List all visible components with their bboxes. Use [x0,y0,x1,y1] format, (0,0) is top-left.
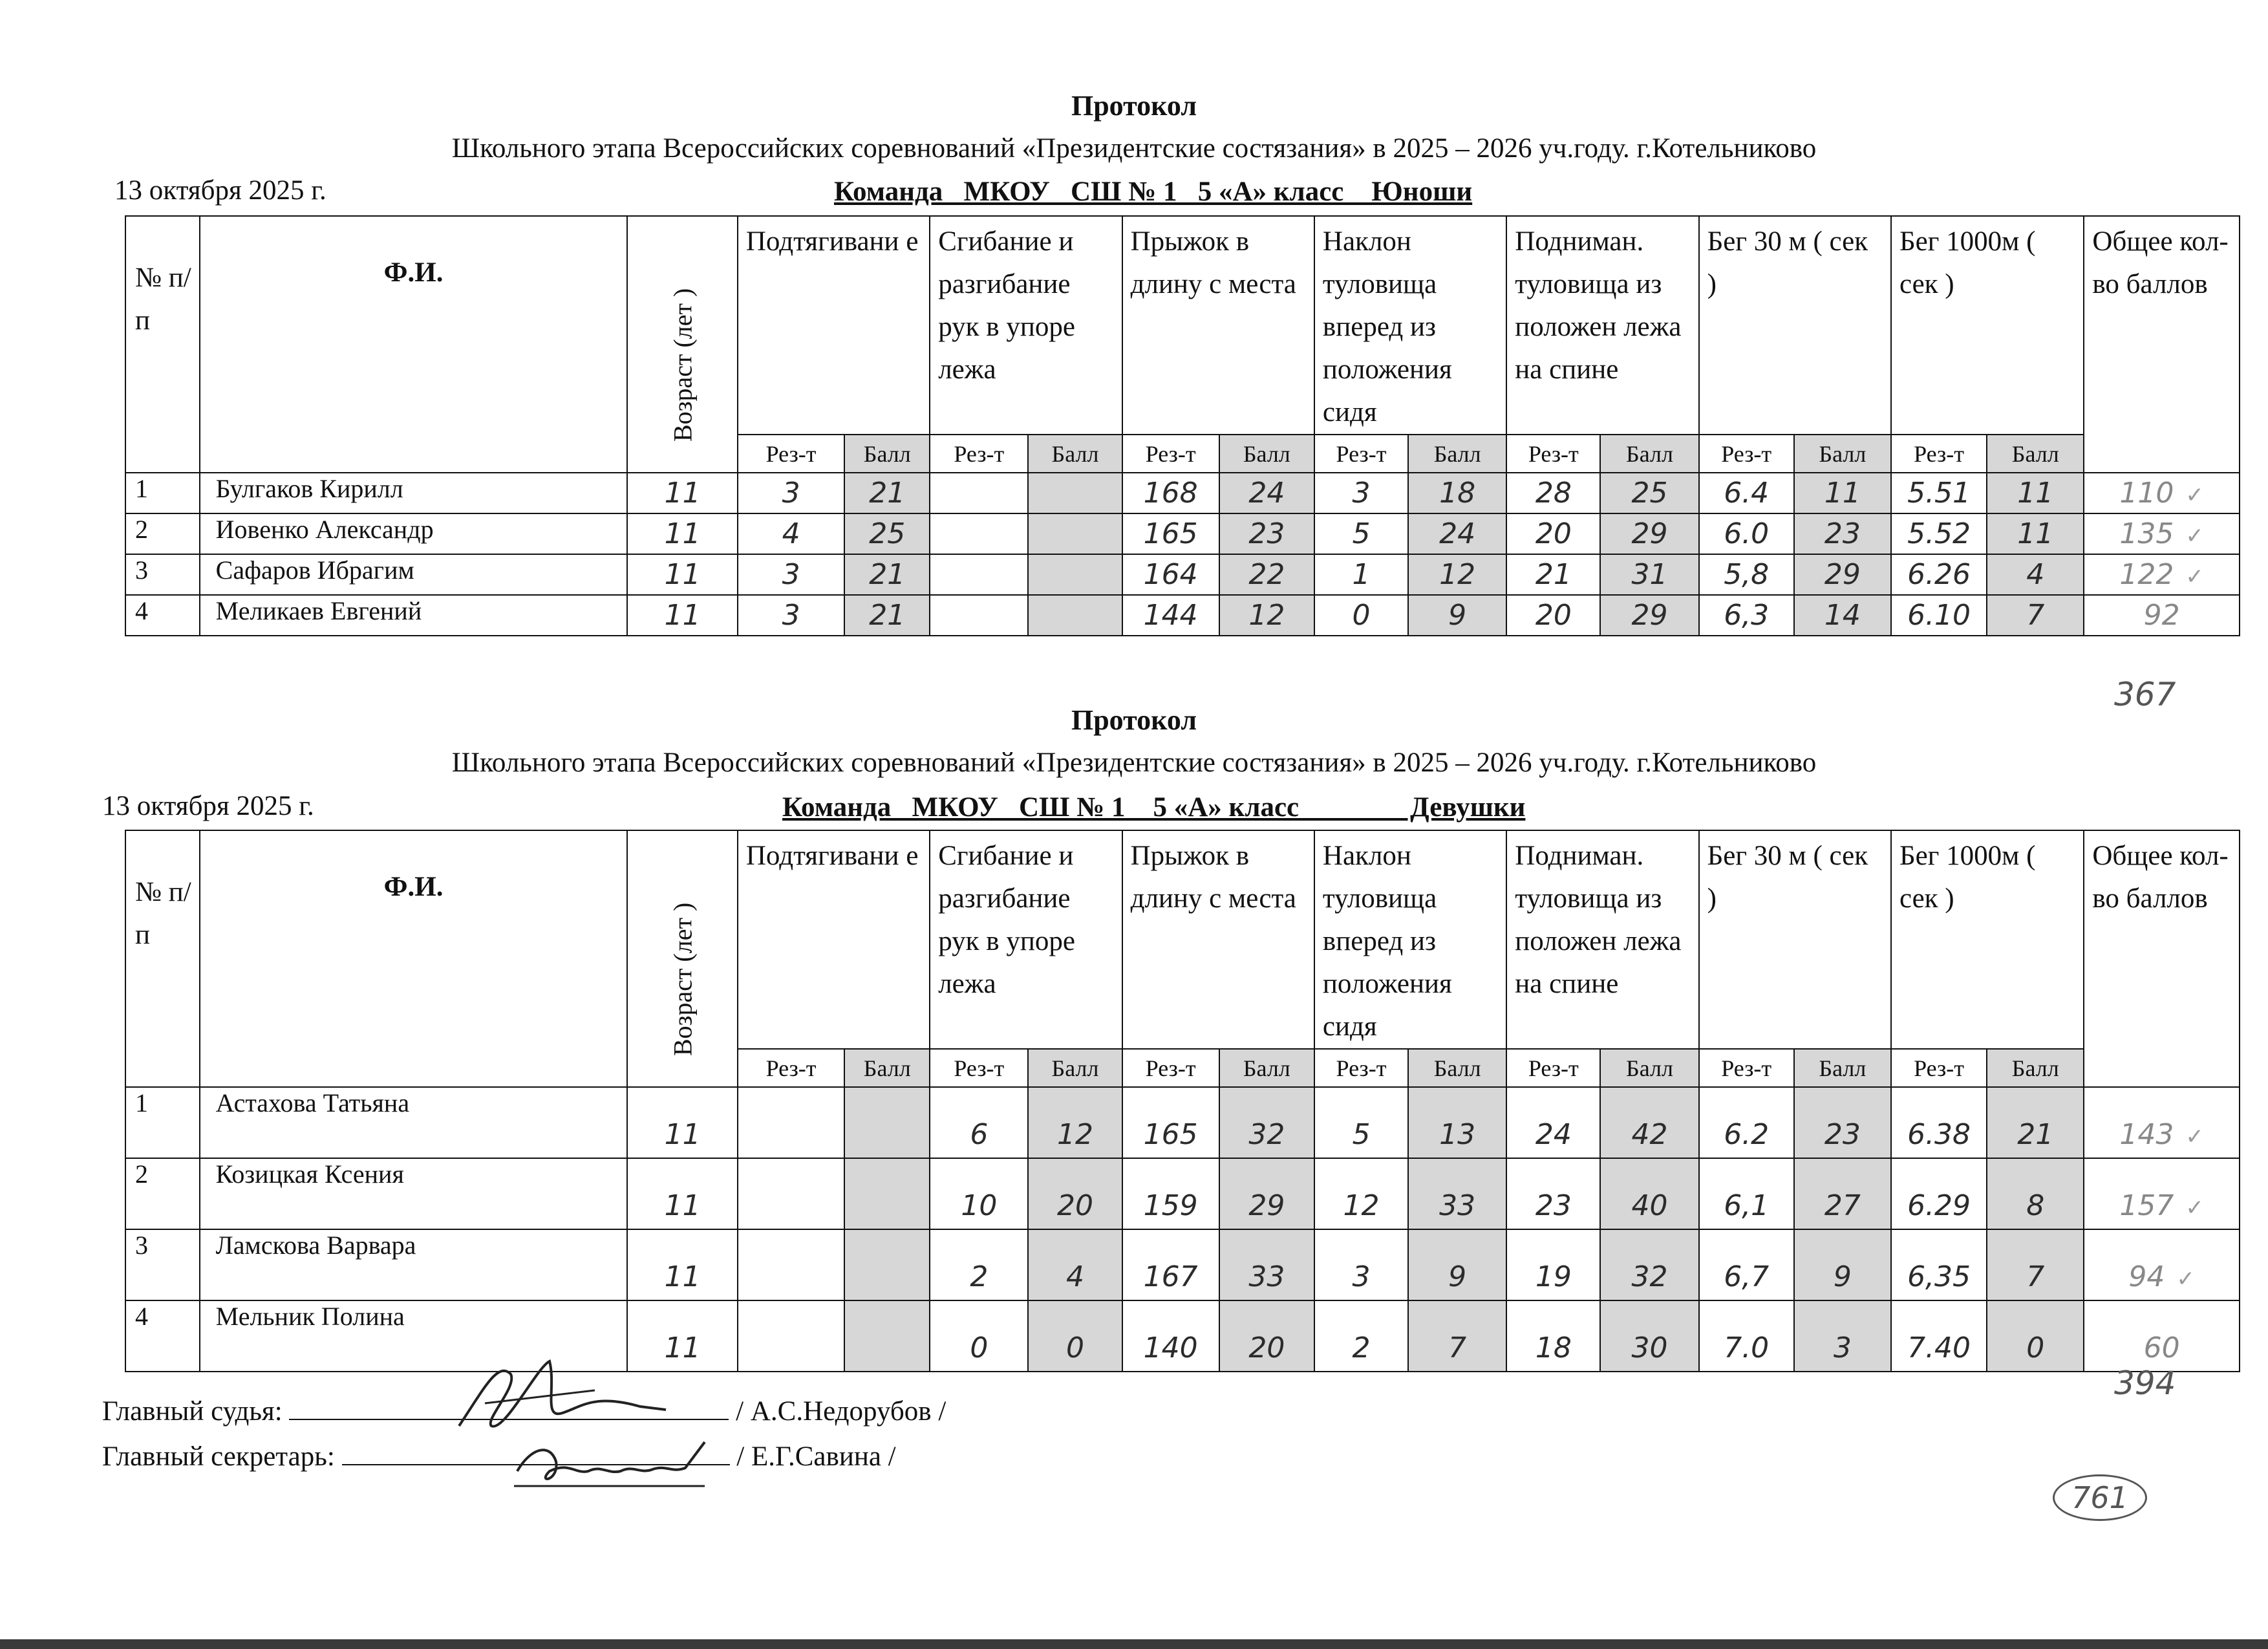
subheader-points: Балл [1987,435,2084,473]
protocol-date-boys: 13 октября 2025 г. [114,175,326,206]
header-number: № п/п [125,830,200,1087]
points-cell: 13 [1408,1087,1506,1158]
subheader-result: Рез-т [1122,435,1219,473]
header-run30: Бег 30 м ( сек ) [1699,830,1891,1049]
result-cell: 1 [1314,554,1408,595]
result-cell: 4 [738,513,844,554]
row-number: 1 [125,473,200,513]
points-cell: 12 [1219,595,1314,636]
result-cell: 24 [1506,1087,1600,1158]
result-cell: 6.0 [1699,513,1794,554]
participant-name: Козицкая Ксения [200,1158,628,1229]
result-cell: 6.2 [1699,1087,1794,1158]
points-cell [1028,554,1122,595]
points-cell: 8 [1987,1158,2084,1229]
points-cell: 7 [1987,1229,2084,1300]
chief-secretary-name: / Е.Г.Савина / [736,1441,896,1472]
participant-name: Иовенко Александр [200,513,628,554]
result-cell: 165 [1122,513,1219,554]
points-cell: 40 [1600,1158,1698,1229]
participant-age: 11 [627,1158,738,1229]
result-cell: 165 [1122,1087,1219,1158]
result-cell: 6,1 [1699,1158,1794,1229]
total-points-cell: 143 ✓ [2084,1087,2240,1158]
result-cell: 5 [1314,1087,1408,1158]
subheader-result: Рез-т [1314,435,1408,473]
points-cell: 24 [1219,473,1314,513]
subheader-result: Рез-т [1506,435,1600,473]
result-cell: 3 [1314,1229,1408,1300]
points-cell: 11 [1794,473,1891,513]
result-cell: 6,7 [1699,1229,1794,1300]
girls-sum: 394 [2114,1364,2176,1402]
row-number: 4 [125,595,200,636]
table-row [125,1087,2240,1158]
subheader-result: Рез-т [1891,435,1987,473]
result-cell [738,1229,844,1300]
result-cell [738,1158,844,1229]
header-situps: Подниман. туловища из положен лежа на спине [1506,830,1698,1049]
row-number: 1 [125,1087,200,1158]
points-cell: 32 [1219,1087,1314,1158]
row-number: 2 [125,513,200,554]
table-row [125,513,2240,554]
points-cell: 18 [1408,473,1506,513]
result-cell: 7.40 [1891,1300,1987,1372]
chief-judge-label: Главный судья: [102,1396,283,1427]
check-mark-icon: ✓ [2185,1195,2204,1221]
points-cell: 22 [1219,554,1314,595]
protocol-subtitle-boys: Школьного этапа Всероссийских соревнований «Президентские состязания» в 2025 – 2026 уч.году. г.Котельниково [451,133,1817,164]
check-mark-icon: ✓ [2185,1124,2204,1150]
check-mark-icon: ✓ [2176,1266,2195,1292]
row-number: 4 [125,1300,200,1372]
total-points-cell: 60 [2084,1300,2240,1372]
result-cell [930,554,1028,595]
subheader-points: Балл [1600,1049,1698,1087]
result-cell: 18 [1506,1300,1600,1372]
result-cell: 3 [738,473,844,513]
results-table-girls [125,830,2240,1372]
participant-name: Меликаев Евгений [200,595,628,636]
protocol-subtitle-girls: Школьного этапа Всероссийских соревнований «Президентские состязания» в 2025 – 2026 уч.году. г.Котельниково [451,748,1817,778]
points-cell [844,1158,930,1229]
table-row [125,595,2240,636]
points-cell: 20 [1028,1158,1122,1229]
header-jump: Прыжок в длину с места [1122,216,1314,435]
result-cell: 6,3 [1699,595,1794,636]
result-cell: 0 [1314,595,1408,636]
subheader-points: Балл [1794,435,1891,473]
subheader-points: Балл [1028,435,1122,473]
result-cell: 6,35 [1891,1229,1987,1300]
subheader-result: Рез-т [738,1049,844,1087]
points-cell: 23 [1219,513,1314,554]
points-cell: 4 [1987,554,2084,595]
subheader-points: Балл [1794,1049,1891,1087]
team-label-girls: Команда МКОУ СШ № 1 5 «А» класс Девушки [782,792,1526,823]
result-cell: 20 [1506,513,1600,554]
protocol-date-girls: 13 октября 2025 г. [102,791,314,821]
header-age: Возраст (лет ) [627,216,738,473]
participant-age: 11 [627,554,738,595]
result-cell: 6.26 [1891,554,1987,595]
result-cell: 168 [1122,473,1219,513]
results-table-boys [125,215,2240,636]
points-cell: 30 [1600,1300,1698,1372]
result-cell: 167 [1122,1229,1219,1300]
points-cell: 33 [1219,1229,1314,1300]
points-cell: 7 [1408,1300,1506,1372]
subheader-points: Балл [844,435,930,473]
subheader-result: Рез-т [1506,1049,1600,1087]
check-mark-icon: ✓ [2185,564,2204,590]
subheader-points: Балл [1408,435,1506,473]
judge-signature [446,1348,679,1445]
result-cell: 6 [930,1087,1028,1158]
participant-name: Сафаров Ибрагим [200,554,628,595]
subheader-result: Рез-т [1891,1049,1987,1087]
result-cell: 144 [1122,595,1219,636]
subheader-points: Балл [1987,1049,2084,1087]
result-cell: 5,8 [1699,554,1794,595]
result-cell [930,595,1028,636]
points-cell: 14 [1794,595,1891,636]
subheader-result: Рез-т [1699,1049,1794,1087]
points-cell: 24 [1408,513,1506,554]
result-cell: 20 [1506,595,1600,636]
result-cell: 6.4 [1699,473,1794,513]
participant-name: Мельник Полина [200,1300,628,1372]
result-cell: 6.38 [1891,1087,1987,1158]
boys-sum: 367 [2114,676,2176,713]
header-bend: Наклон туловища вперед из положения сидя [1314,216,1506,435]
header-number: № п/п [125,216,200,473]
result-cell [738,1087,844,1158]
header-pushups: Сгибание и разгибание рук в упоре лежа [930,216,1122,435]
result-cell: 19 [1506,1229,1600,1300]
participant-age: 11 [627,595,738,636]
table-row [125,1229,2240,1300]
chief-secretary-label: Главный секретарь: [102,1441,335,1472]
result-cell: 5 [1314,513,1408,554]
result-cell: 2 [1314,1300,1408,1372]
total-points-cell: 92 [2084,595,2240,636]
table-row [125,554,2240,595]
result-cell: 3 [738,554,844,595]
total-points-cell: 157 ✓ [2084,1158,2240,1229]
participant-age: 11 [627,513,738,554]
participant-age: 11 [627,1087,738,1158]
participant-name: Ламскова Варвара [200,1229,628,1300]
points-cell: 29 [1600,595,1698,636]
points-cell: 32 [1600,1229,1698,1300]
points-cell: 9 [1794,1229,1891,1300]
total-points-cell: 94 ✓ [2084,1229,2240,1300]
points-cell: 21 [844,473,930,513]
result-cell: 10 [930,1158,1028,1229]
points-cell: 11 [1987,513,2084,554]
header-pushups: Сгибание и разгибание рук в упоре лежа [930,830,1122,1049]
points-cell [1028,513,1122,554]
points-cell: 9 [1408,595,1506,636]
protocol-title-girls: Протокол [1071,704,1197,736]
points-cell: 21 [1987,1087,2084,1158]
result-cell: 7.0 [1699,1300,1794,1372]
subheader-result: Рез-т [930,435,1028,473]
team-label-boys: Команда МКОУ СШ № 1 5 «А» класс Юноши [834,177,1473,207]
result-cell: 3 [738,595,844,636]
subheader-points: Балл [1028,1049,1122,1087]
participant-age: 11 [627,1229,738,1300]
points-cell: 29 [1219,1158,1314,1229]
result-cell: 5.52 [1891,513,1987,554]
total-points-cell: 135 ✓ [2084,513,2240,554]
points-cell: 11 [1987,473,2084,513]
result-cell [738,1300,844,1372]
grand-total: 761 [2053,1474,2147,1521]
points-cell: 9 [1408,1229,1506,1300]
header-name: Ф.И. [200,830,628,1087]
points-cell: 29 [1794,554,1891,595]
subheader-points: Балл [1600,435,1698,473]
header-situps: Подниман. туловища из положен лежа на спине [1506,216,1698,435]
row-number: 3 [125,554,200,595]
result-cell: 28 [1506,473,1600,513]
result-cell: 3 [1314,473,1408,513]
total-points-cell: 122 ✓ [2084,554,2240,595]
participant-age: 11 [627,473,738,513]
header-total: Общее кол-во баллов [2084,830,2240,1087]
points-cell: 3 [1794,1300,1891,1372]
protocol-title-boys: Протокол [1071,90,1197,122]
points-cell: 0 [1987,1300,2084,1372]
subheader-points: Балл [844,1049,930,1087]
points-cell: 29 [1600,513,1698,554]
header-bend: Наклон туловища вперед из положения сидя [1314,830,1506,1049]
subheader-result: Рез-т [1699,435,1794,473]
participant-name: Астахова Татьяна [200,1087,628,1158]
points-cell: 23 [1794,513,1891,554]
participant-age: 11 [627,1300,738,1372]
header-total: Общее кол-во баллов [2084,216,2240,473]
secretary-signature [511,1436,718,1494]
subheader-points: Балл [1408,1049,1506,1087]
header-run1000: Бег 1000м ( сек ) [1891,216,2084,435]
points-cell: 12 [1408,554,1506,595]
total-points-cell: 110 ✓ [2084,473,2240,513]
row-number: 2 [125,1158,200,1229]
subheader-points: Балл [1219,435,1314,473]
result-cell: 12 [1314,1158,1408,1229]
points-cell [844,1087,930,1158]
result-cell: 5.51 [1891,473,1987,513]
result-cell: 159 [1122,1158,1219,1229]
points-cell: 21 [844,595,930,636]
chief-judge-name: / А.С.Недорубов / [736,1396,947,1427]
table-row [125,1158,2240,1229]
points-cell: 7 [1987,595,2084,636]
result-cell [930,473,1028,513]
table-row [125,473,2240,513]
result-cell: 21 [1506,554,1600,595]
points-cell: 42 [1600,1087,1698,1158]
result-cell: 2 [930,1229,1028,1300]
points-cell: 4 [1028,1229,1122,1300]
result-cell: 6.10 [1891,595,1987,636]
points-cell: 25 [1600,473,1698,513]
points-cell [1028,595,1122,636]
result-cell: 23 [1506,1158,1600,1229]
header-jump: Прыжок в длину с места [1122,830,1314,1049]
result-cell: 0 [930,1300,1028,1372]
points-cell: 12 [1028,1087,1122,1158]
participant-name: Булгаков Кирилл [200,473,628,513]
result-cell: 140 [1122,1300,1219,1372]
points-cell: 21 [844,554,930,595]
chief-secretary-line [102,1441,896,1472]
header-pullups: Подтягивани е [738,216,930,435]
points-cell: 23 [1794,1087,1891,1158]
points-cell: 33 [1408,1158,1506,1229]
check-mark-icon: ✓ [2185,482,2204,508]
result-cell: 6.29 [1891,1158,1987,1229]
points-cell [844,1229,930,1300]
header-run1000: Бег 1000м ( сек ) [1891,830,2084,1049]
points-cell [844,1300,930,1372]
points-cell: 25 [844,513,930,554]
subheader-result: Рез-т [738,435,844,473]
points-cell: 31 [1600,554,1698,595]
row-number: 3 [125,1229,200,1300]
points-cell [1028,473,1122,513]
scan-edge [0,1639,2268,1649]
header-name: Ф.И. [200,216,628,473]
result-cell [930,513,1028,554]
subheader-result: Рез-т [1314,1049,1408,1087]
points-cell: 27 [1794,1158,1891,1229]
header-age: Возраст (лет ) [627,830,738,1087]
check-mark-icon: ✓ [2185,523,2204,549]
points-cell: 20 [1219,1300,1314,1372]
header-pullups: Подтягивани е [738,830,930,1049]
points-cell: 0 [1028,1300,1122,1372]
table-row [125,1300,2240,1372]
header-run30: Бег 30 м ( сек ) [1699,216,1891,435]
result-cell: 164 [1122,554,1219,595]
subheader-result: Рез-т [930,1049,1028,1087]
subheader-points: Балл [1219,1049,1314,1087]
subheader-result: Рез-т [1122,1049,1219,1087]
